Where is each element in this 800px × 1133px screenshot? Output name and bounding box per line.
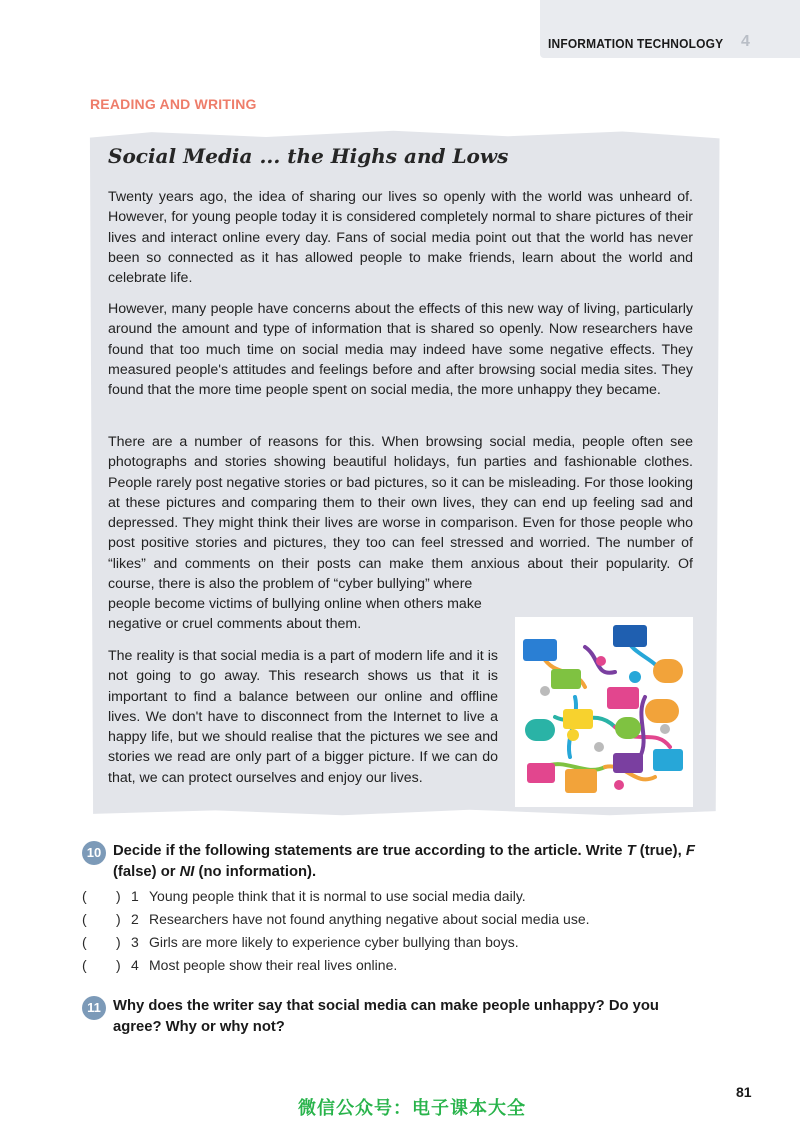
answer-blank-close: )	[116, 911, 121, 927]
statement-text: Young people think that it is normal to use social media daily.	[149, 888, 526, 904]
answer-blank-close: )	[116, 888, 121, 904]
statement-number: 1	[131, 888, 139, 904]
statement-text: Girls are more likely to experience cyber bullying than boys.	[149, 934, 519, 950]
question-11-prompt: Why does the writer say that social media can make people unhappy? Do you agree? Why or why not?	[113, 998, 659, 1035]
article-title: Social Media ... the Highs and Lows	[108, 144, 509, 168]
chapter-number: 4	[741, 33, 750, 50]
answer-blank-close: )	[116, 934, 121, 950]
statement-text: Researchers have not found anything negative about social media use.	[149, 911, 590, 927]
answer-blank-open: (	[82, 934, 87, 950]
statement-number: 2	[131, 911, 139, 927]
section-label: READING AND WRITING	[90, 96, 257, 112]
question-11-badge: 11	[82, 996, 106, 1020]
article-paragraph-2: However, many people have concerns about the effects of this new way of living, particularly around the amount and type of information that is shared so openly. Now researchers have found that too much time on social media may indeed have some negative effects. They measured people's attitudes and feelings before and after browsing social media sites. They found that the more time people spent on social media, the more unhappy they became.	[108, 301, 693, 399]
article-paragraph-1: Twenty years ago, the idea of sharing our lives so openly with the world was unheard of. However, for young people today it is considered completely normal to share pictures of their lives and interact online every day. Fans of social media point out that the world has never been so connected as it has allowed people to make friends, learn about the world and celebrate life.	[108, 189, 693, 287]
answer-blank-close: )	[116, 957, 121, 973]
answer-blank-open: (	[82, 888, 87, 904]
footer-watermark: 微信公众号：电子课本大全	[298, 1098, 526, 1118]
statement-number: 4	[131, 957, 139, 973]
page-number: 81	[736, 1084, 752, 1100]
article-paragraph-4: The reality is that social media is a part of modern life and it is not going to go away. This research shows us that it is important to find a balance between our online and offline lives. We don't have to disconnect from the Internet to live a happy life, but we should realise that the pictures we see and stories we read are only part of a bigger picture. If we can do that, we can protect ourselves and enjoy our lives.	[108, 648, 498, 786]
answer-blank-open: (	[82, 957, 87, 973]
question-10-instructions: Decide if the following statements are true according to the article. Write T (true), F (false) or NI (no information).	[113, 843, 695, 880]
answer-blank-open: (	[82, 911, 87, 927]
article-paragraph-3-continued: people become victims of bullying online when others make negative or cruel comments about them.	[108, 596, 482, 633]
social-network-illustration	[515, 617, 693, 807]
statement-text: Most people show their real lives online.	[149, 957, 398, 973]
question-10-badge: 10	[82, 841, 106, 865]
article-paragraph-3: There are a number of reasons for this. When browsing social media, people often see photographs and stories showing beautiful holidays, fun parties and fashionable clothes. People rarely post negative stories or bad pictures, so it can be misleading. For those looking at these pictures and comparing them to their own lives, they can end up feeling sad and depressed. They might think their lives are worse in comparison. Even for those people who post positive stories and pictures, they too can feel stressed and worried. The number of “likes” and comments on their posts can make them anxious about their popularity. Of course, there is also the problem of “cyber bullying” where	[108, 434, 693, 593]
statement-number: 3	[131, 934, 139, 950]
speech-bubbles-network-icon	[515, 617, 693, 807]
chapter-title: INFORMATION TECHNOLOGY	[548, 36, 724, 51]
